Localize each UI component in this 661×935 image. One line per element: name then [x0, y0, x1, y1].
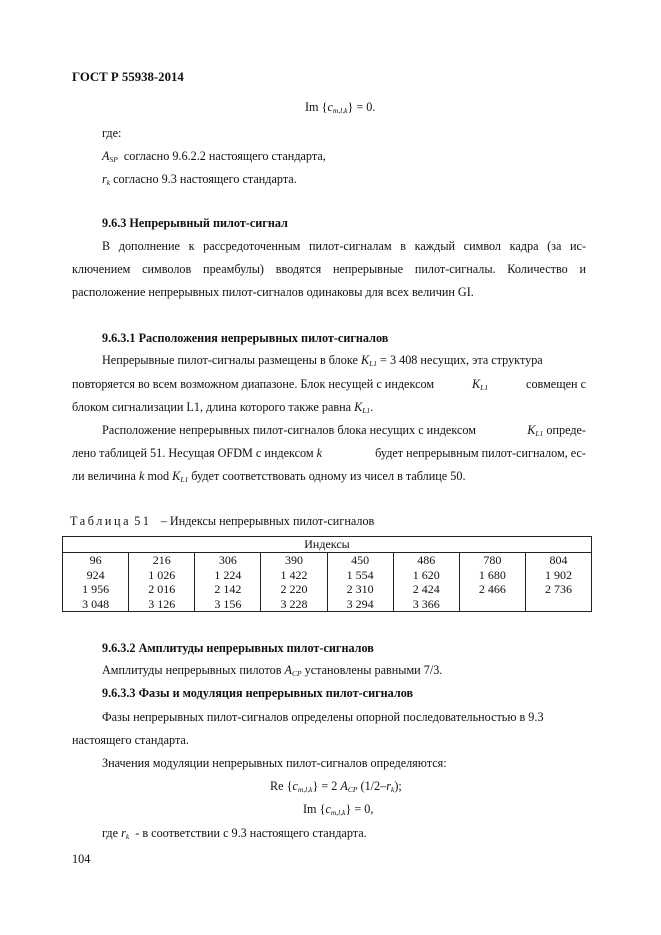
p2-l2-text: лено таблицей 51. Несущая OFDM с индексом: [72, 446, 314, 460]
p1-l3-L1: L1: [362, 406, 371, 415]
wb-k: k: [125, 832, 130, 841]
p2-line1: [102, 423, 586, 438]
table-cell: 1 224: [195, 568, 261, 583]
p2-line3: [72, 469, 466, 484]
p2-text-a: Расположение непрерывных пилот-сигналов блока несущих с индексом: [102, 423, 476, 437]
re-end: );: [394, 779, 402, 793]
document-code: ГОСТ Р 55938-2014: [72, 70, 184, 84]
wb-b: - в соответствии с 9.3 настоящего стандарта.: [135, 826, 367, 840]
p1-L1: L1: [369, 359, 377, 368]
table-cell: 3 126: [129, 597, 195, 612]
im-a: Im {: [303, 802, 326, 816]
formula-suffix: } = 0.: [347, 100, 376, 114]
p1-l2-text-b: совмещен с: [526, 377, 586, 391]
table-cell: 2 016: [129, 582, 195, 597]
asp-sub: SP: [109, 155, 118, 164]
table-row: [63, 553, 592, 568]
formula-var: c: [327, 100, 333, 114]
table-cell: 3 228: [261, 597, 327, 612]
p2-line2: [72, 446, 586, 461]
table-cell: 1 680: [459, 568, 525, 583]
amplitude-line: [102, 663, 442, 678]
table-cell: 3 294: [327, 597, 393, 612]
table-cell: 2 310: [327, 582, 393, 597]
re-a: Re {: [270, 779, 293, 793]
p2-l3-L1: L1: [180, 475, 189, 484]
p2-l3-c: будет соответствовать одному из чисел в таблице 50.: [191, 469, 466, 483]
page-number: 104: [72, 852, 91, 866]
where-rk-bottom: [102, 826, 367, 841]
formula-re: [270, 779, 402, 794]
table-row: [63, 568, 592, 583]
im-b: } = 0,: [345, 802, 374, 816]
indices-table: [62, 536, 592, 612]
heading-9-6-3: 9.6.3 Непрерывный пилот-сигнал: [102, 216, 288, 230]
heading-9-6-3-1: 9.6.3.1 Расположения непрерывных пилот-сигналов: [102, 331, 389, 345]
p1-l2-K: K: [472, 377, 481, 391]
re-cp: CP: [347, 785, 358, 794]
amp-text-b: установлены равными 7/3.: [304, 663, 443, 677]
p2-l2-k: k: [316, 446, 323, 460]
p1-text-a: Непрерывные пилот-сигналы размещены в блоке: [102, 353, 358, 367]
table-cell: 1 554: [327, 568, 393, 583]
p1-l3-text: блоком сигнализации L1, длина которого также равна: [72, 400, 352, 414]
formula-im: [303, 802, 373, 817]
p1-line2: [72, 377, 586, 392]
amp-sub: CP: [292, 669, 302, 678]
p1-line1: [102, 353, 543, 368]
table-cell: 3 048: [63, 597, 129, 612]
amp-var: A: [284, 663, 292, 677]
caption-num: 51: [134, 514, 152, 528]
re-r: r: [386, 779, 391, 793]
re-b: } = 2: [312, 779, 338, 793]
im-c: c: [325, 802, 331, 816]
wb-r: r: [121, 826, 126, 840]
table-cell: 1 902: [525, 568, 591, 583]
table-cell: 1 422: [261, 568, 327, 583]
p2-l2-b: будет непрерывным пилот-сигналом, ес-: [375, 446, 586, 460]
formula-im-zero: [305, 100, 375, 115]
table-cell: 3 156: [195, 597, 261, 612]
table-cell: [525, 597, 591, 612]
table-row: [63, 597, 592, 612]
p1-line3: блоком сигнализации L1, длина которого также равна $K_{L1}$.: [72, 400, 374, 415]
table-cell: 1 620: [393, 568, 459, 583]
re-A: A: [340, 779, 348, 793]
table-cell: 2 424: [393, 582, 459, 597]
sec963-line3: расположение непрерывных пилот-сигналов одинаковы для всех величин GI.: [72, 285, 474, 299]
asp-text: согласно 9.6.2.2 настоящего стандарта,: [123, 149, 326, 163]
table-cell: 780: [459, 553, 525, 568]
re-c: c: [292, 779, 298, 793]
sec963-line1: В дополнение к рассредоточенным пилот-сигналам в каждый символ кадра (за ис-: [102, 239, 586, 253]
amp-text-a: Амплитуды непрерывных пилотов: [102, 663, 282, 677]
sec963-line2: ключением символов преамбулы) вводятся непрерывные пилот-сигналы. Количество и: [72, 262, 586, 276]
asp-var: A: [102, 149, 110, 163]
table-cell: 924: [63, 568, 129, 583]
wb-a: где: [102, 826, 119, 840]
im-sub: m,l,k: [330, 808, 346, 817]
p2-l3-k: k: [138, 469, 145, 483]
p2-l3-K: K: [172, 469, 181, 483]
table-cell: 216: [129, 553, 195, 568]
p1-l3-K: K: [354, 400, 363, 414]
phase-line1: Фазы непрерывных пилот-сигналов определены опорной последовательностью в 9.3: [102, 710, 544, 724]
phase-line2: настоящего стандарта.: [72, 733, 189, 747]
rk-sub: k: [106, 178, 111, 187]
rk-var: r: [102, 172, 107, 186]
table-cell: 2 220: [261, 582, 327, 597]
p2-K: K: [527, 423, 536, 437]
table-cell: [459, 597, 525, 612]
p1-l2-k: [472, 377, 488, 392]
caption-text: – Индексы непрерывных пилот-сигналов: [160, 514, 375, 528]
table-cell: 306: [195, 553, 261, 568]
p2-text-b: опреде-: [546, 423, 586, 437]
p2-kl1: [527, 423, 586, 438]
where-label: где:: [102, 126, 122, 140]
re-k: k: [391, 785, 395, 794]
heading-9-6-3-3: 9.6.3.3 Фазы и модуляция непрерывных пилот-сигналов: [102, 686, 414, 700]
table-cell: 2 736: [525, 582, 591, 597]
p2-l3-a: ли величина: [72, 469, 136, 483]
p1-K: K: [360, 353, 370, 367]
modulation-line: Значения модуляции непрерывных пилот-сигналов определяются:: [102, 756, 447, 770]
heading-9-6-3-2: 9.6.3.2 Амплитуды непрерывных пилот-сигналов: [102, 641, 374, 655]
p2-l2-a: [72, 446, 322, 461]
where-rk: [102, 172, 297, 187]
table-cell: 1 026: [129, 568, 195, 583]
p1-l2-L1: L1: [480, 383, 489, 392]
p2-L1: L1: [535, 429, 544, 438]
table-row: [63, 582, 592, 597]
rk-text: согласно 9.3 настоящего стандарта.: [113, 172, 297, 186]
table-cell: 486: [393, 553, 459, 568]
table-cell: 390: [261, 553, 327, 568]
caption-word: Таблица: [70, 514, 132, 528]
p1-text-b: = 3 408 несущих, эта структура: [380, 353, 543, 367]
table-cell: 804: [525, 553, 591, 568]
formula-prefix: Im {: [305, 100, 328, 114]
table-cell: 450: [327, 553, 393, 568]
re-tail: (1/2–: [360, 779, 387, 793]
table-header: Индексы: [63, 537, 592, 553]
table-caption: [70, 514, 374, 529]
table-cell: 96: [63, 553, 129, 568]
formula-sub: m,l,k: [332, 106, 348, 115]
table-cell: 2 142: [195, 582, 261, 597]
table-cell: 1 956: [63, 582, 129, 597]
p2-l3-mod: mod: [147, 469, 170, 483]
p1-l2-text: повторяется во всем возможном диапазоне. Блок несущей с индексом: [72, 377, 435, 391]
re-sub: m,l,k: [297, 785, 313, 794]
table-cell: 2 466: [459, 582, 525, 597]
table-cell: 3 366: [393, 597, 459, 612]
where-asp: [102, 149, 326, 164]
